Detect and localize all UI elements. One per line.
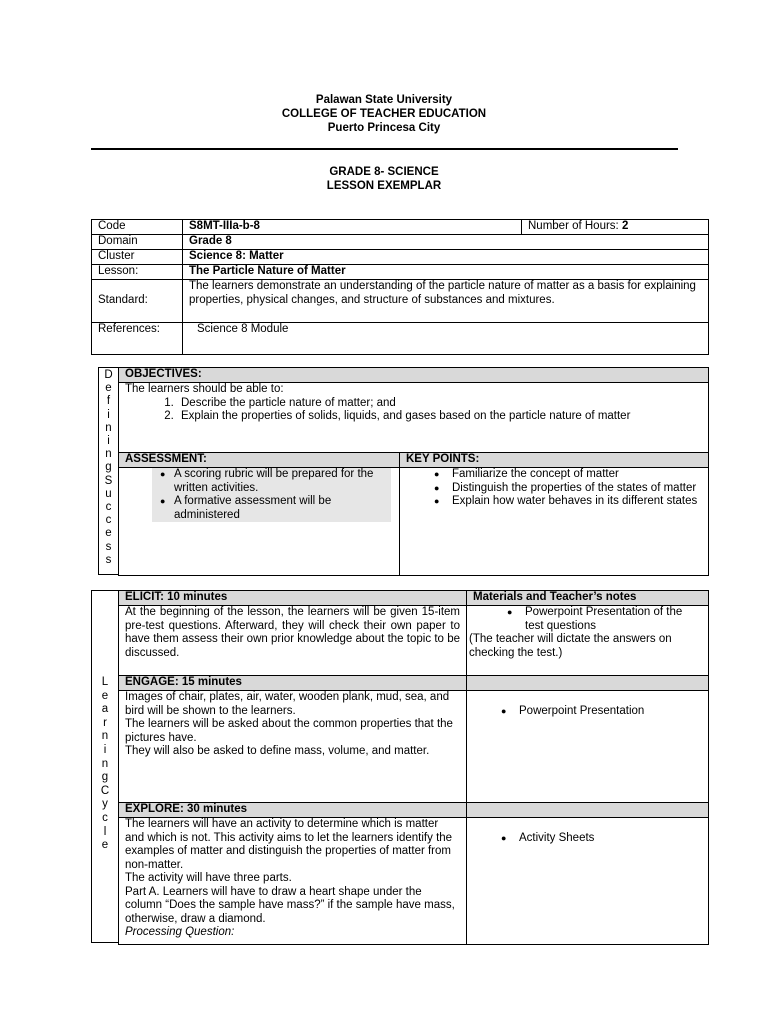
explore-material-item: ● Activity Sheets — [493, 832, 702, 846]
hours-value: 2 — [621, 220, 629, 232]
explore-text: Part A. Learners will have to draw a heart shape under the column “Does the sample have mass?” if the sample have mass, otherwise, draw a diamond. — [125, 885, 455, 925]
learning-letter: e — [101, 689, 109, 702]
engage-materials-list — [493, 705, 702, 719]
elicit-materials-cell — [467, 606, 709, 676]
elicit-text: At the beginning of the lesson, the learners will be given 15-item pre-test questions. Afterward, they will check their own paper to have them assess their own prior knowledge about the topic to be discussed. — [119, 606, 467, 676]
processing-question: Processing Question: — [125, 926, 235, 938]
learning-letter: e — [101, 839, 109, 852]
defining-letter: f — [106, 395, 111, 408]
keypoints-cell — [400, 468, 709, 576]
keypoint-item: ● Explain how water behaves in its different states — [426, 495, 702, 509]
explore-materials-header — [467, 803, 709, 818]
defining-letter: u — [105, 487, 112, 500]
hours-cell — [522, 220, 709, 235]
header-divider — [91, 148, 678, 150]
lesson-label: Lesson: — [92, 265, 183, 280]
university-name: Palawan State University — [315, 94, 453, 106]
engage-text-cell — [119, 691, 467, 803]
objectives-intro: The learners should be able to: — [125, 383, 284, 395]
defining-letter: s — [105, 553, 112, 566]
materials-header: Materials and Teacher’s notes — [467, 591, 709, 606]
learning-letter: l — [103, 825, 107, 838]
standard-value: The learners demonstrate an understanding of the particle nature of matter as a basis for explaining properties, physical changes, and structure of substances and mixtures. — [183, 280, 709, 323]
lesson-value: The Particle Nature of Matter — [183, 265, 709, 280]
engage-text: The learners will be asked about the common properties that the pictures have. — [125, 718, 453, 744]
keypoint-item: ● Familiarize the concept of matter — [426, 468, 702, 482]
learning-letter: i — [103, 743, 107, 756]
domain-label: Domain — [92, 235, 183, 250]
engage-materials-header — [467, 676, 709, 691]
engage-material-item: ● Powerpoint Presentation — [493, 705, 702, 719]
cluster-label: Cluster — [92, 250, 183, 265]
engage-text: Images of chair, plates, air, water, wooden plank, mud, sea, and bird will be shown to the learners. — [125, 691, 450, 717]
assessment-item: ● A scoring rubric will be prepared for the written activities. — [152, 468, 391, 495]
grade-title: GRADE 8- SCIENCE — [329, 166, 439, 178]
learning-letter: r — [103, 716, 107, 729]
defining-letter: e — [105, 527, 112, 540]
standard-label: Standard: — [92, 280, 183, 323]
city-name: Puerto Princesa City — [327, 122, 441, 134]
learning-letter: c — [102, 811, 108, 824]
defining-letter: g — [105, 461, 112, 474]
defining-letter: i — [107, 435, 110, 448]
explore-text-cell — [119, 818, 467, 945]
defining-letter: c — [105, 501, 112, 514]
references-value: Science 8 Module — [183, 323, 709, 355]
references-label: References: — [92, 323, 183, 355]
engage-text: They will also be asked to define mass, volume, and matter. — [125, 745, 430, 757]
objectives-cell — [119, 383, 709, 453]
college-name: COLLEGE OF TEACHER EDUCATION — [281, 108, 487, 120]
keypoints-list — [426, 468, 702, 509]
learning-cycle-grid — [118, 590, 709, 945]
learning-letter: g — [101, 771, 109, 784]
learning-letter: a — [101, 703, 109, 716]
explore-materials-cell — [467, 818, 709, 945]
elicit-title: ELICIT: 10 minutes — [119, 591, 467, 606]
assessment-item: ● A formative assessment will be administered — [152, 495, 391, 522]
hours-label: Number of Hours: — [528, 220, 622, 232]
learning-letter: C — [100, 784, 110, 797]
learning-letter: y — [102, 798, 108, 811]
objectives-title: OBJECTIVES: — [119, 368, 709, 383]
lesson-info-table — [91, 219, 709, 355]
elicit-note: (The teacher will dictate the answers on checking the test.) — [469, 633, 672, 659]
assessment-cell — [119, 468, 400, 576]
elicit-material-item: ● Powerpoint Presentation of the test questions — [499, 606, 702, 633]
defining-success-grid — [118, 367, 709, 576]
objective-item: 1. Describe the particle nature of matter; and — [177, 397, 702, 411]
defining-letter: S — [104, 474, 113, 487]
engage-title: ENGAGE: 15 minutes — [119, 676, 467, 691]
engage-materials-cell — [467, 691, 709, 803]
code-label: Code — [92, 220, 183, 235]
objectives-list — [125, 397, 702, 424]
learning-letter: n — [101, 730, 109, 743]
keypoint-item: ● Distinguish the properties of the states of matter — [426, 482, 702, 496]
code-value: S8MT-IIIa-b-8 — [183, 220, 522, 235]
defining-letter: c — [105, 514, 112, 527]
elicit-materials-list — [499, 606, 702, 633]
defining-letter: n — [105, 448, 112, 461]
assessment-list — [152, 468, 391, 522]
explore-text: The learners will have an activity to determine which is matter and which is not. This activity aims to let the learners identify the examples of matter and distinguish the properties of matter from non-matter. — [125, 818, 453, 871]
defining-letter: s — [105, 540, 112, 553]
defining-letter: n — [105, 421, 112, 434]
explore-text: The activity will have three parts. — [125, 872, 292, 884]
learning-letter: L — [101, 676, 109, 688]
defining-success-side-label — [98, 367, 118, 575]
defining-letter: e — [105, 382, 112, 395]
cluster-value: Science 8: Matter — [183, 250, 709, 265]
learning-cycle-side-label — [91, 590, 118, 943]
defining-letter: D — [104, 369, 113, 381]
keypoints-title: KEY POINTS: — [400, 453, 709, 468]
exemplar-title: LESSON EXEMPLAR — [326, 180, 442, 192]
explore-materials-list — [493, 832, 702, 846]
objective-item: 2. Explain the properties of solids, liquids, and gases based on the particle nature of matter — [177, 410, 702, 424]
defining-letter: i — [107, 408, 110, 421]
domain-value: Grade 8 — [183, 235, 709, 250]
assessment-title: ASSESSMENT: — [119, 453, 400, 468]
explore-title: EXPLORE: 30 minutes — [119, 803, 467, 818]
learning-letter: n — [101, 757, 109, 770]
